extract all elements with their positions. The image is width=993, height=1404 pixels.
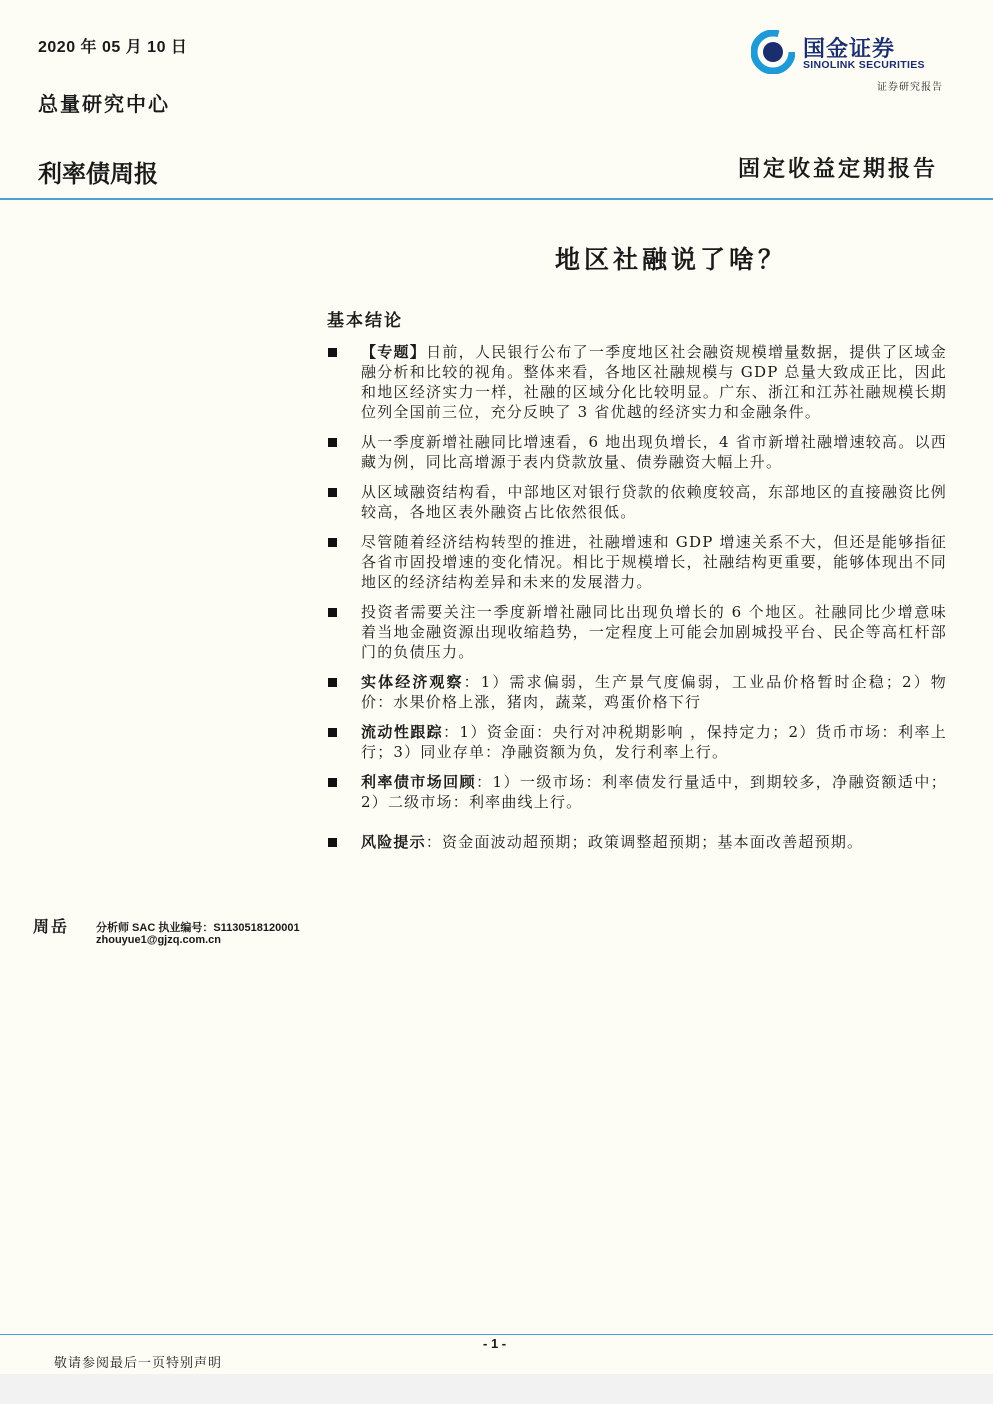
bullet-square-icon (328, 438, 337, 447)
bullet-square-icon (328, 348, 337, 357)
list-item (327, 832, 947, 852)
department-name: 总量研究中心 (38, 92, 170, 116)
logo-chinese-name: 国金证券 (803, 36, 896, 61)
list-item (327, 772, 947, 812)
bullet-lead: 流动性跟踪 (361, 723, 444, 741)
bullet-lead: 【专题】 (361, 343, 427, 361)
list-item (327, 432, 947, 472)
bullet-text: ：资金面波动超预期；政策调整超预期；基本面改善超预期。 (425, 833, 864, 851)
bullet-square-icon (328, 488, 337, 497)
bullet-square-icon (328, 538, 337, 547)
list-item (327, 672, 947, 712)
report-category-label: 证券研究报告 (877, 82, 943, 93)
bullet-square-icon (328, 608, 337, 617)
bullet-square-icon (328, 778, 337, 787)
list-item (327, 722, 947, 762)
conclusion-list (327, 342, 947, 862)
bullet-text: 从区域融资结构看，中部地区对银行贷款的依赖度较高，东部地区的直接融资比例较高，各地区表外融资占比依然很低。 (361, 483, 947, 521)
author-email[interactable]: zhouyue1@gjzq.com.cn (96, 934, 222, 946)
bullet-text: 尽管随着经济结构转型的推进，社融增速和 GDP 增速关系不大，但还是能够指征各省市固投增速的变化情况。相比于规模增长，社融结构更重要，能够体现出不同地区的经济结构差异和未来的发展潜力。 (361, 533, 947, 591)
author-name: 周岳 (33, 917, 70, 936)
sinolink-logo-icon (751, 30, 795, 74)
bullet-text: 投资者需要关注一季度新增社融同比出现负增长的 6 个地区。社融同比少增意味着当地金融资源出现收缩趋势，一定程度上可能会加剧城投平台、民企等高杠杆部门的负债压力。 (361, 603, 947, 661)
page-bottom-band (0, 1374, 993, 1404)
bullet-text: ：1）资金面：央行对冲税期影响 ，保持定力；2）货币市场：利率上行；3）同业存单：净融资额为负，发行利率上行。 (361, 723, 947, 761)
bullet-text: 日前，人民银行公布了一季度地区社会融资规模增量数据，提供了区域金融分析和比较的视角。整体来看，各地区社融规模与 GDP 总量大致成正比，因此和地区经济实力一样，社融的区域分化比较明显。广东、浙江和江苏社融规模长期位列全国前三位，充分反映了 3 省优越的经济实力和金融条件。 (361, 343, 947, 421)
bullet-lead: 实体经济观察 (361, 673, 464, 691)
company-logo (751, 30, 941, 78)
bullet-square-icon (328, 838, 337, 847)
header-divider (0, 198, 993, 200)
bullet-text: 从一季度新增社融同比增速看，6 地出现负增长，4 省市新增社融增速较高。以西藏为例，同比高增源于表内贷款放量、债券融资大幅上升。 (361, 433, 947, 471)
report-date: 2020 年 05 月 10 日 (38, 39, 188, 56)
logo-english-name: SINOLINK SECURITIES (803, 59, 925, 71)
bullet-square-icon (328, 678, 337, 687)
bullet-square-icon (328, 728, 337, 737)
bullet-text: ：1）一级市场：利率债发行量适中，到期较多，净融资额适中；2）二级市场：利率曲线上行。 (361, 773, 947, 811)
footer-divider (0, 1334, 993, 1335)
section-title: 基本结论 (327, 311, 403, 331)
bullet-lead: 风险提示 (361, 833, 426, 851)
list-item (327, 482, 947, 522)
report-series: 固定收益定期报告 (737, 156, 938, 182)
disclaimer-note: 敬请参阅最后一页特别声明 (54, 1356, 223, 1371)
report-type: 利率债周报 (38, 161, 158, 188)
bullet-text: ：1）需求偏弱，生产景气度偏弱，工业品价格暂时企稳；2）物价：水果价格上涨，猪肉，蔬菜，鸡蛋价格下行 (361, 673, 947, 711)
list-item (327, 342, 947, 422)
report-title: 地区社融说了啥？ (555, 245, 788, 274)
page-number: - 1 - (483, 1336, 507, 1351)
analyst-id: 分析师 SAC 执业编号：S1130518120001 (96, 922, 300, 934)
list-item (327, 532, 947, 592)
list-item (327, 602, 947, 662)
bullet-lead: 利率债市场回顾 (361, 773, 477, 791)
